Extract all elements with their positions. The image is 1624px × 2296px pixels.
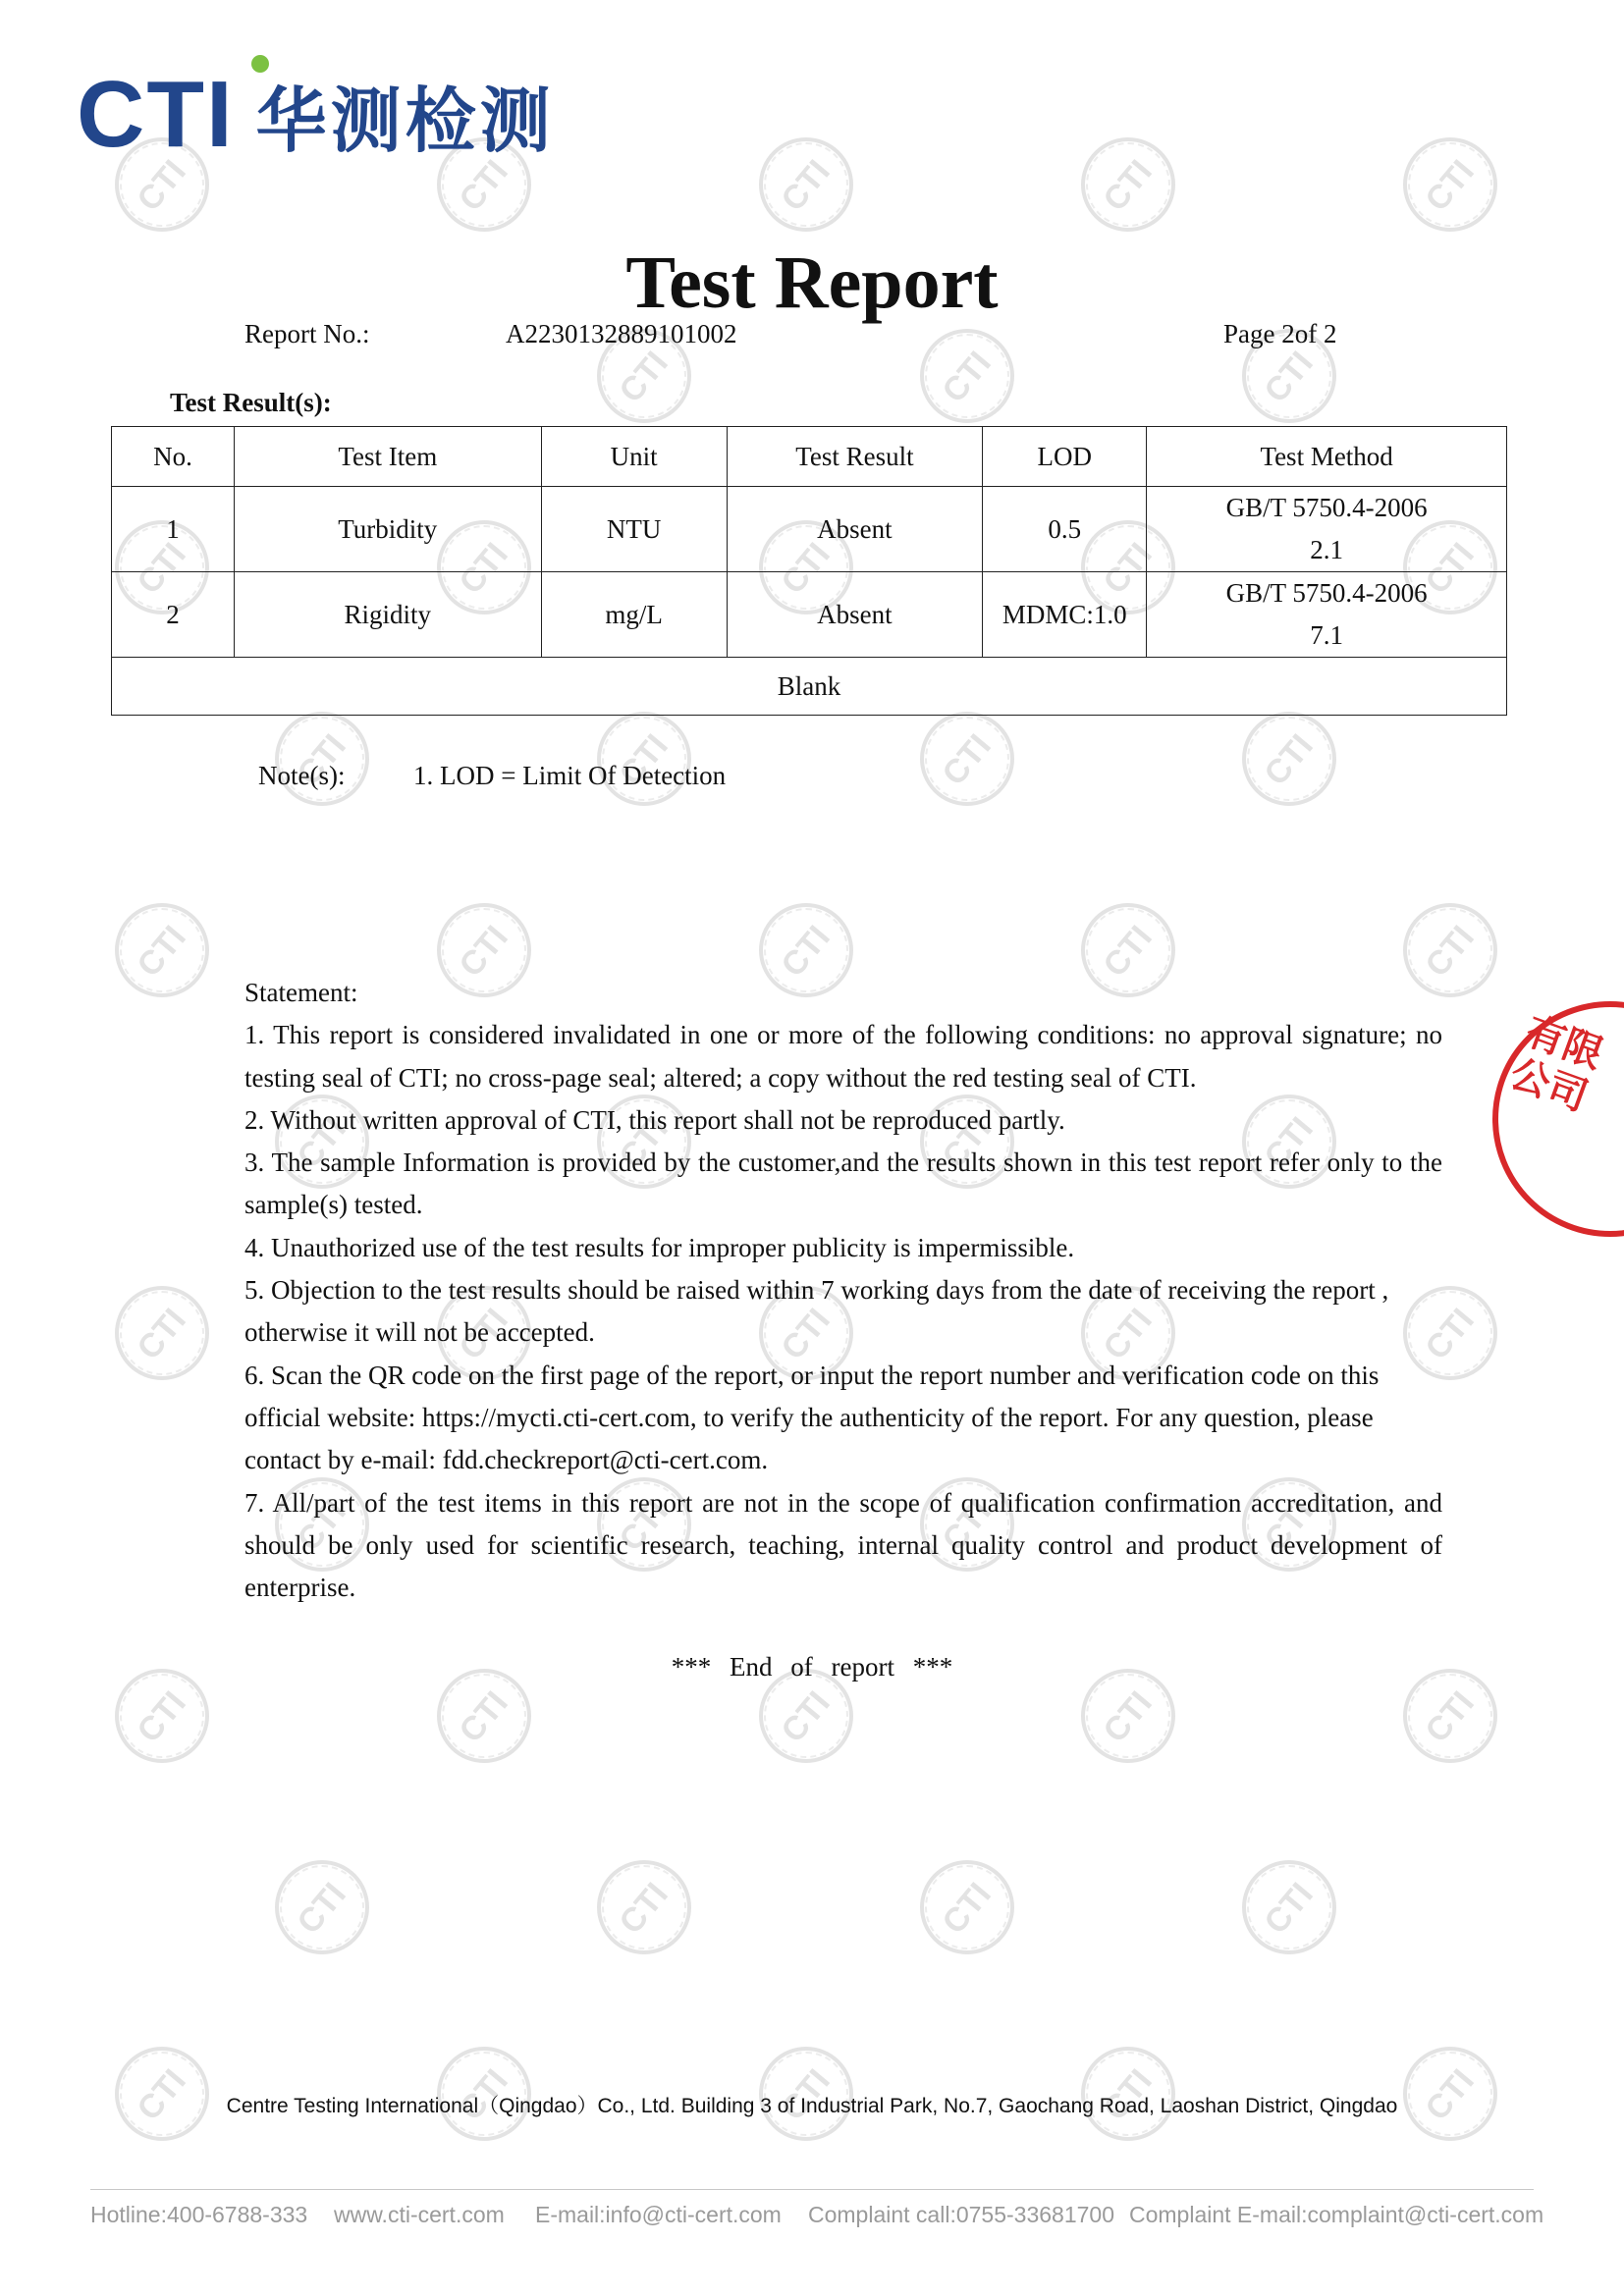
company-logo xyxy=(77,61,555,169)
column-header: Unit xyxy=(541,427,727,487)
cti-watermark xyxy=(1403,1669,1497,1763)
cti-watermark xyxy=(920,712,1014,806)
column-header: Test Item xyxy=(234,427,541,487)
table-row xyxy=(112,487,1507,572)
statement-block xyxy=(244,972,1442,1609)
cti-watermark xyxy=(759,137,853,232)
cell-test-item: Rigidity xyxy=(234,572,541,658)
column-header: No. xyxy=(112,427,235,487)
note-item: 1. LOD = Limit Of Detection xyxy=(413,761,727,790)
cell-test-result: Absent xyxy=(727,572,983,658)
cti-watermark xyxy=(920,329,1014,423)
statement-item: 7. All/part of the test items in this report are not in the scope of qualification confirmation accreditation, and should be only used for scientific research, teaching, internal quality control and product development of enterprise. xyxy=(244,1487,1442,1603)
cell-unit: NTU xyxy=(541,487,727,572)
footer-hotline: Hotline:400-6788-333 xyxy=(90,2202,308,2227)
logo-green-dot xyxy=(251,55,269,73)
cti-watermark xyxy=(115,2047,209,2141)
footer-website[interactable]: www.cti-cert.com xyxy=(334,2202,505,2227)
cti-watermark xyxy=(1242,712,1336,806)
footer-complaint-email[interactable]: Complaint E-mail:complaint@cti-cert.com xyxy=(1129,2202,1544,2227)
statement-heading: Statement: xyxy=(244,978,358,1007)
cti-watermark xyxy=(437,1669,531,1763)
cti-watermark xyxy=(1081,137,1175,232)
table-header-row xyxy=(112,427,1507,487)
test-method-clause: 2.1 xyxy=(1310,535,1344,564)
statement-item: 6. Scan the QR code on the first page of the report, or input the report number and verification code on this official website: https://mycti.cti-cert.com, to verify the authenticity of the report. For any question, please contact by e-mail: fdd.checkreport@cti-cert.com. xyxy=(244,1360,1380,1475)
cti-watermark xyxy=(115,1286,209,1380)
cell-test-method xyxy=(1147,572,1507,658)
statement-item: 3. The sample Information is provided by the customer,and the results shown in this test report refer only to the sample(s) tested. xyxy=(244,1148,1442,1220)
section-title: Test Result(s): xyxy=(170,388,332,417)
report-title: Test Report xyxy=(625,241,999,324)
seal-text: 有限公司 xyxy=(1503,1008,1609,1121)
cti-watermark xyxy=(115,1669,209,1763)
cell-lod: 0.5 xyxy=(983,487,1147,572)
logo-brand: CTI xyxy=(77,62,235,167)
cell-test-result: Absent xyxy=(727,487,983,572)
statement-item: 2. Without written approval of CTI, this report shall not be reproduced partly. xyxy=(244,1104,1065,1135)
cti-watermark xyxy=(275,1860,369,1954)
statement-item: 5. Objection to the test results should be raised within 7 working days from the date of receiving the report , otherwise it will not be accepted. xyxy=(244,1275,1389,1348)
cti-watermark xyxy=(115,903,209,997)
cell-lod: MDMC:1.0 xyxy=(983,572,1147,658)
cti-watermark xyxy=(597,712,691,806)
cti-watermark xyxy=(275,712,369,806)
logo-chinese-name: 华测检测 xyxy=(255,80,555,162)
cti-watermark xyxy=(1242,1860,1336,1954)
cell-test-item: Turbidity xyxy=(234,487,541,572)
notes-label: Note(s): xyxy=(258,761,346,790)
end-of-report: *** End of report *** xyxy=(671,1652,953,1682)
cti-watermark xyxy=(597,1860,691,1954)
page-indicator: Page 2of 2 xyxy=(1223,319,1337,348)
statement-item: 4. Unauthorized use of the test results for improper publicity is impermissible. xyxy=(244,1232,1075,1262)
report-no-label: Report No.: xyxy=(244,319,370,348)
cti-watermark xyxy=(1403,137,1497,232)
cell-no: 2 xyxy=(112,572,235,658)
cti-watermark xyxy=(1081,1669,1175,1763)
test-results-table xyxy=(111,426,1507,716)
cti-watermark xyxy=(920,1860,1014,1954)
test-method-clause: 7.1 xyxy=(1310,620,1344,650)
column-header: LOD xyxy=(983,427,1147,487)
footer-divider xyxy=(90,2189,1534,2190)
test-method-standard: GB/T 5750.4-2006 xyxy=(1225,578,1428,608)
cell-no: 1 xyxy=(112,487,235,572)
cell-unit: mg/L xyxy=(541,572,727,658)
table-blank-row xyxy=(112,658,1507,716)
column-header: Test Result xyxy=(727,427,983,487)
cell-test-method xyxy=(1147,487,1507,572)
footer-complaint-call: Complaint call:0755-33681700 xyxy=(808,2202,1114,2227)
report-no-value: A2230132889101002 xyxy=(506,319,737,348)
cti-watermark xyxy=(759,1669,853,1763)
test-method-standard: GB/T 5750.4-2006 xyxy=(1225,493,1428,522)
column-header: Test Method xyxy=(1147,427,1507,487)
blank-cell: Blank xyxy=(112,658,1507,716)
footer-email[interactable]: E-mail:info@cti-cert.com xyxy=(535,2202,782,2227)
statement-item: 1. This report is considered invalidated in one or more of the following conditions: no approval signature; no testing seal of CTI; no cross-page seal; altered; a copy without the red testing seal of CTI. xyxy=(244,1020,1442,1093)
footer-address: Centre Testing International（Qingdao）Co., Ltd. Building 3 of Industrial Park, No.7, Gaochang Road, Laoshan District, Qingdao xyxy=(226,2095,1398,2117)
table-row xyxy=(112,572,1507,658)
